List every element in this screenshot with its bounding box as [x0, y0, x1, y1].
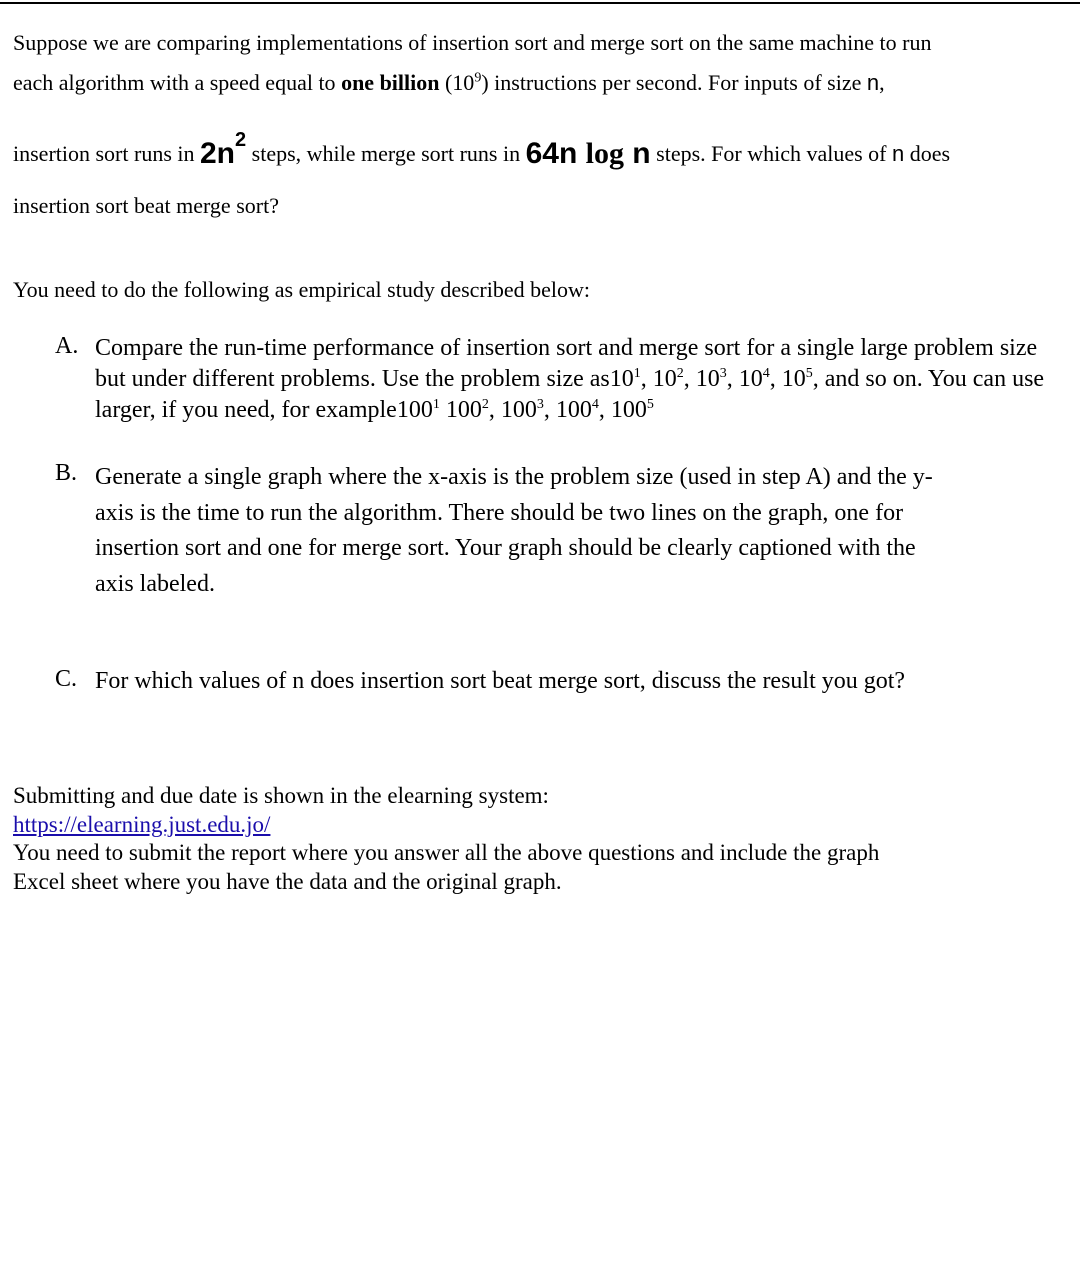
list-marker: C.	[55, 666, 78, 692]
item-text-line: insertion sort and one for merge sort. Your graph should be clearly captioned with the	[95, 535, 916, 561]
intro-text: does	[904, 141, 951, 166]
power-exponent: 5	[646, 397, 654, 412]
power-base: 10	[652, 366, 677, 392]
submission-text: You need to submit the report where you answer all the above questions and include the graph	[13, 840, 880, 866]
list-item-body	[95, 666, 1065, 697]
intro-line-4	[13, 192, 279, 220]
separator: ,	[769, 366, 782, 392]
intro-text: each algorithm with a speed equal to	[13, 70, 342, 95]
intro-line-1	[13, 29, 931, 57]
power-base: 100	[555, 397, 592, 423]
item-text: , and so on. You can use larger, if you need, for example	[95, 366, 1045, 423]
power-base: 10	[695, 366, 720, 392]
submission-text: Submitting and due date is shown in the elearning system:	[13, 783, 549, 808]
power-exponent: 5	[805, 366, 813, 381]
power-exponent: 1	[432, 397, 440, 412]
power-base: 10	[609, 366, 634, 392]
formula-log: log	[585, 137, 624, 170]
intro-text: ,	[879, 70, 885, 95]
variable-n: n	[866, 70, 880, 95]
speed-exponent: 9	[474, 70, 482, 86]
separator: ,	[543, 397, 556, 423]
intro-line-3	[13, 129, 951, 170]
power-base: 100	[445, 397, 482, 423]
item-text-line: Generate a single graph where the x-axis is the problem size (used in step A) and the y-	[95, 464, 933, 490]
separator: ,	[640, 366, 653, 392]
intro-text: (10	[439, 70, 475, 95]
study-intro	[13, 276, 590, 304]
formula-exponent: 2	[235, 129, 247, 151]
separator: ,	[488, 397, 501, 423]
item-text-line: axis is the time to run the algorithm. There should be two lines on the graph, one for	[95, 499, 904, 526]
intro-line-2	[13, 69, 885, 97]
list-item-a	[55, 333, 1065, 426]
list-item-b	[55, 460, 1065, 602]
power-exponent: 2	[481, 397, 489, 412]
power-exponent: 4	[762, 366, 770, 381]
speed-emphasis: one billion	[341, 70, 440, 95]
list-item-body	[95, 460, 1065, 602]
item-text-line: axis labeled.	[95, 570, 215, 597]
item-text: For which values of n does insertion sort beat merge sort, discuss the result you got?	[95, 668, 906, 694]
elearning-link[interactable]: https://elearning.just.edu.jo/	[13, 811, 271, 837]
formula-part: 64n	[525, 137, 586, 170]
list-item-body	[95, 333, 1065, 426]
power-base: 10	[781, 366, 806, 392]
power-base: 100	[396, 397, 433, 423]
power-base: 100	[610, 397, 647, 423]
formula-part: n	[623, 137, 651, 170]
power-base: 100	[500, 397, 537, 423]
intro-text: Suppose we are comparing implementations of insertion sort and merge sort on the same machine to run	[13, 30, 932, 55]
intro-text: ) instructions per second. For inputs of size	[481, 70, 867, 95]
list-marker: B.	[55, 460, 78, 486]
separator: ,	[726, 366, 739, 392]
power-exponent: 4	[591, 397, 599, 412]
separator: ,	[598, 397, 611, 423]
merge-sort-formula	[526, 137, 651, 170]
list-item-c	[55, 666, 1065, 697]
submission-info	[13, 782, 879, 897]
power-exponent: 2	[676, 366, 684, 381]
power-exponent: 3	[536, 397, 544, 412]
intro-text: insertion sort runs in	[13, 141, 200, 166]
power-exponent: 3	[719, 366, 727, 381]
separator: ,	[683, 366, 696, 392]
study-intro-text: You need to do the following as empirical study described below:	[13, 277, 590, 302]
variable-n: n	[892, 141, 905, 166]
intro-text: steps. For which values of	[650, 141, 892, 166]
insertion-sort-formula	[200, 129, 247, 170]
intro-text: insertion sort beat merge sort?	[13, 193, 279, 218]
submission-text: Excel sheet where you have the data and the original graph.	[13, 869, 562, 895]
top-divider	[0, 2, 1080, 4]
formula-base: 2n	[200, 137, 236, 170]
intro-text: steps, while merge sort runs in	[246, 141, 526, 166]
list-marker: A.	[55, 333, 79, 359]
power-base: 10	[738, 366, 763, 392]
item-text: Compare the run-time performance of insertion sort and merge sort for a single large problem size but under different problems. Use the problem size as	[95, 335, 1038, 392]
power-exponent: 1	[633, 366, 641, 381]
